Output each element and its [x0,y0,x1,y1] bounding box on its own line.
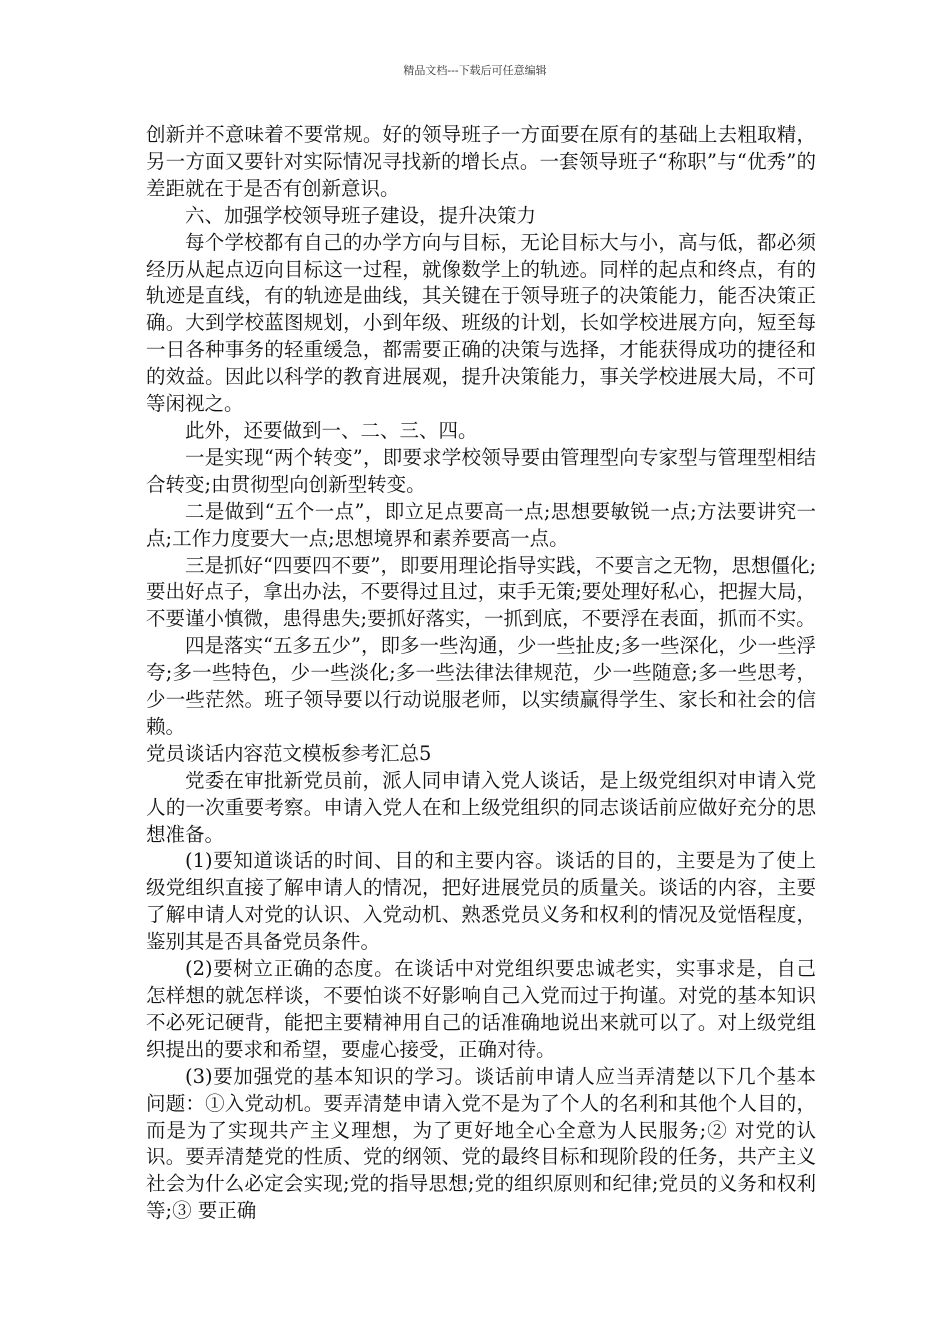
paragraph: 党委在审批新党员前，派人同申请入党人谈话，是上级党组织对申请入党人的一次重要考察。申请入党人在和上级党组织的同志谈话前应做好充分的思想准备。 [146,768,816,846]
paragraph: 二是做到“五个一点”，即立足点要高一点;思想要敏锐一点;方法要讲究一点;工作力度要大一点;思想境界和素养要高一点。 [146,499,816,550]
paragraph: 一是实现“两个转变”，即要求学校领导要由管理型向专家型与管理型相结合转变;由贯彻型向创新型转变。 [146,445,816,496]
document-body [146,122,816,1225]
paragraph: (2)要树立正确的态度。在谈话中对党组织要忠诚老实，实事求是，自己怎样想的就怎样谈，不要怕谈不好影响自己入党而过于拘谨。对党的基本知识不必死记硬背，能把主要精神用自己的话准确地说出来就可以了。对上级党组织提出的要求和希望，要虚心接受，正确对待。 [146,957,816,1061]
paragraph: 三是抓好“四要四不要”，即要用理论指导实践，不要言之无物，思想僵化;要出好点子，拿出办法，不要得过且过，束手无策;要处理好私心，把握大局，不要谨小慎微，患得患失;要抓好落实，一抓到底，不要浮在表面，抓而不实。 [146,553,817,631]
section-title: 党员谈话内容范文模板参考汇总5 [146,741,432,765]
paragraph: (3)要加强党的基本知识的学习。谈话前申请人应当弄清楚以下几个基本问题：①入党动机。要弄清楚申请入党不是为了个人的名利和其他个人目的，而是为了实现共产主义理想，为了更好地全心全意为人民服务;② 对党的认识。要弄清楚党的性质、党的纲领、党的最终目标和现阶段的任务，共产主义社会为什么必定会实现;党的指导思想;党的组织原则和纪律;党员的义务和权利等;③ 要正确 [146,1064,816,1223]
paragraph: 每个学校都有自己的办学方向与目标，无论目标大与小，高与低，都必须经历从起点迈向目标这一过程，就像数学上的轨迹。同样的起点和终点，有的轨迹是直线，有的轨迹是曲线，其关键在于领导班子的决策能力，能否决策正确。大到学校蓝图规划，小到年级、班级的计划，长如学校进展方向，短至每一日各种事务的轻重缓急，都需要正确的决策与选择，才能获得成功的捷径和的效益。因此以科学的教育进展观，提升决策能力，事关学校进展大局，不可等闲视之。 [146,230,816,416]
section-heading: 六、加强学校领导班子建设，提升决策力 [185,203,537,227]
paragraph: 四是落实“五多五少”，即多一些沟通，少一些扯皮;多一些深化，少一些浮夸;多一些特色，少一些淡化;多一些法律法律规范，少一些随意;多一些思考，少一些茫然。班子领导要以行动说服老师，以实绩赢得学生、家长和社会的信赖。 [146,634,817,738]
page-header: 精品文档---下载后可任意编辑 [403,64,547,77]
paragraph: 创新并不意味着不要常规。好的领导班子一方面要在原有的基础上去粗取精，另一方面又要针对实际情况寻找新的增长点。一套领导班子“称职”与“优秀”的差距就在于是否有创新意识。 [146,123,816,200]
paragraph: (1)要知道谈话的时间、目的和主要内容。谈话的目的，主要是为了使上级党组织直接了解申请人的情况，把好进展党员的质量关。谈话的内容，主要了解申请人对党的认识、入党动机、熟悉党员义务和权利的情况及觉悟程度，鉴别其是否具备党员条件。 [146,849,816,954]
paragraph: 此外，还要做到一、二、三、四。 [185,418,478,442]
